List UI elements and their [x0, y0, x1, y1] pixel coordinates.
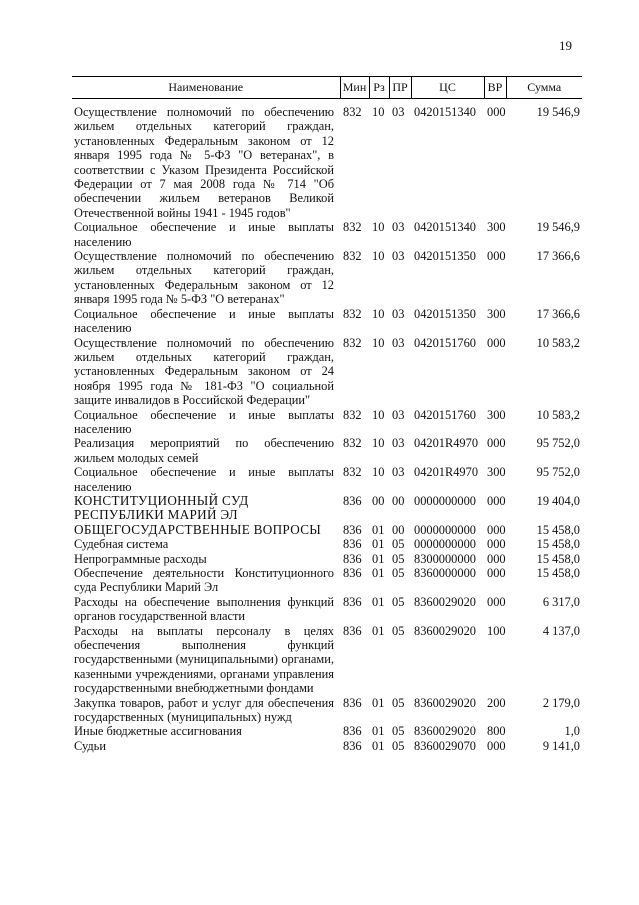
cell-pr: 00	[392, 522, 405, 537]
cell-rz: 01	[372, 566, 385, 580]
cell-vr: 000	[487, 537, 506, 552]
cell-sum: 6 317,0	[542, 594, 580, 609]
cell-name: Осуществление полномочий по обеспечению жильем отдельных категорий граждан, установленных Федеральным законом от 12 января 1995 года № 5-ФЗ "О ветеранах", в соответствии с Указом Президента Российской Федерации от 7 мая 2008 года № 714 "Об обеспечении жильем ветеранов Великой Отечественной войны 1941 - 1945 годов"	[74, 105, 334, 220]
cell-name: ОБЩЕГОСУДАРСТВЕННЫЕ ВОПРОСЫ	[74, 521, 322, 537]
cell-cs: 0000000000	[414, 522, 476, 537]
cell-min: 836	[343, 623, 362, 638]
cell-min: 836	[343, 738, 362, 753]
cell-vr: 000	[487, 493, 506, 508]
cell-cs: 8360000000	[414, 566, 476, 580]
table-row	[72, 566, 582, 595]
cell-rz: 01	[372, 551, 385, 566]
cell-name: Реализация мероприятий по обеспечению жильем молодых семей	[74, 436, 334, 465]
cell-sum: 15 458,0	[536, 522, 580, 537]
table-row	[72, 408, 582, 437]
cell-pr: 05	[392, 551, 405, 566]
cell-rz: 01	[372, 522, 385, 537]
cell-rz: 10	[372, 306, 385, 321]
cell-vr: 000	[487, 551, 506, 566]
cell-cs: 8360029020	[414, 623, 476, 638]
cell-min: 832	[343, 436, 362, 451]
cell-sum: 95 752,0	[536, 436, 580, 451]
cell-min: 836	[343, 493, 362, 508]
cell-name: Судебная система	[74, 537, 169, 552]
cell-name: Иные бюджетные ассигнования	[74, 724, 242, 739]
cell-rz: 00	[372, 493, 385, 508]
cell-vr: 300	[487, 220, 506, 235]
cell-rz: 01	[372, 695, 385, 710]
cell-vr: 000	[487, 522, 506, 537]
cell-sum: 19 546,9	[536, 220, 580, 235]
cell-rz: 01	[372, 623, 385, 638]
cell-rz: 10	[372, 465, 385, 480]
cell-cs: 0420151340	[414, 220, 476, 235]
cell-sum: 95 752,0	[536, 465, 580, 480]
cell-name: Социальное обеспечение и иные выплаты населению	[74, 407, 334, 436]
cell-rz: 01	[372, 738, 385, 753]
cell-rz: 10	[372, 407, 385, 422]
cell-rz: 01	[372, 724, 385, 739]
table-row	[72, 494, 582, 523]
cell-cs: 0420151760	[414, 407, 476, 422]
cell-vr: 300	[487, 306, 506, 321]
cell-pr: 05	[392, 594, 405, 609]
cell-name: Осуществление полномочий по обеспечению жильем отдельных категорий граждан, установленных Федеральным законом от 12 января 1995 года № 5-ФЗ "О ветеранах"	[74, 249, 334, 307]
cell-sum: 15 458,0	[536, 551, 580, 566]
cell-vr: 300	[487, 407, 506, 422]
cell-rz: 10	[372, 105, 385, 119]
cell-vr: 000	[487, 436, 506, 451]
cell-pr: 05	[392, 537, 405, 552]
cell-min: 832	[343, 465, 362, 480]
cell-sum: 9 141,0	[542, 738, 580, 753]
cell-pr: 05	[392, 724, 405, 739]
cell-sum: 17 366,6	[536, 306, 580, 321]
cell-min: 832	[343, 335, 362, 350]
cell-min: 836	[343, 551, 362, 566]
cell-rz: 10	[372, 335, 385, 350]
table-row	[72, 436, 582, 465]
cell-min: 832	[343, 249, 362, 264]
cell-pr: 00	[392, 493, 405, 508]
header-sum: Сумма	[506, 77, 582, 99]
cell-sum: 19 404,0	[536, 493, 580, 508]
cell-pr: 03	[392, 306, 405, 321]
cell-name: Обеспечение деятельности Конституционного суда Республики Марий Эл	[74, 566, 334, 595]
cell-pr: 03	[392, 465, 405, 480]
table-row	[72, 696, 582, 725]
header-min: Мин	[340, 77, 369, 99]
table-row	[72, 220, 582, 249]
header-pr: ПР	[389, 77, 411, 99]
table-row	[72, 537, 582, 551]
cell-sum: 17 366,6	[536, 249, 580, 264]
cell-pr: 03	[392, 335, 405, 350]
cell-min: 832	[343, 220, 362, 235]
cell-min: 836	[343, 537, 362, 552]
cell-sum: 10 583,2	[536, 407, 580, 422]
cell-name: Судьи	[74, 738, 106, 753]
cell-vr: 100	[487, 623, 506, 638]
cell-sum: 2 179,0	[542, 695, 580, 710]
cell-name: Социальное обеспечение и иные выплаты населению	[74, 465, 334, 494]
table-row	[72, 595, 582, 624]
cell-vr: 200	[487, 695, 506, 710]
budget-table	[72, 76, 582, 753]
cell-pr: 05	[392, 738, 405, 753]
cell-name: Осуществление полномочий по обеспечению жильем отдельных категорий граждан, установленных Федеральным законом от 24 ноября 1995 года № 181-ФЗ "О социальной защите инвалидов в Российской Федерации"	[74, 335, 334, 408]
cell-min: 836	[343, 566, 362, 580]
cell-cs: 0420151350	[414, 306, 476, 321]
cell-min: 832	[343, 105, 362, 119]
table-row	[72, 523, 582, 537]
cell-name: Социальное обеспечение и иные выплаты населению	[74, 220, 334, 249]
cell-name: Расходы на обеспечение выполнения функций органов государственной власти	[74, 594, 334, 624]
cell-rz: 10	[372, 436, 385, 451]
cell-min: 836	[343, 522, 362, 537]
table-row	[72, 336, 582, 408]
cell-min: 836	[343, 695, 362, 710]
table-row	[72, 249, 582, 307]
cell-name: Расходы на выплаты персоналу в целях обеспечения выполнения функций государственными (муниципальными) органами, казенными учреждениями, органами управления государственными внебюджетными фондами	[74, 623, 334, 696]
table-row	[72, 307, 582, 336]
cell-vr: 000	[487, 566, 506, 580]
cell-sum: 10 583,2	[536, 335, 580, 350]
cell-vr: 000	[487, 738, 506, 753]
cell-sum: 4 137,0	[542, 623, 580, 638]
cell-cs: 0420151760	[414, 335, 476, 350]
cell-min: 832	[343, 306, 362, 321]
cell-rz: 01	[372, 537, 385, 552]
cell-name: Непрограммные расходы	[74, 551, 207, 566]
cell-pr: 05	[392, 695, 405, 710]
cell-sum: 15 458,0	[536, 566, 580, 580]
cell-pr: 03	[392, 105, 405, 119]
table-row	[72, 99, 582, 221]
header-cs: ЦС	[411, 77, 484, 99]
cell-sum: 19 546,9	[536, 105, 580, 119]
cell-pr: 03	[392, 249, 405, 264]
cell-pr: 03	[392, 220, 405, 235]
table-row	[72, 624, 582, 696]
table-row	[72, 552, 582, 566]
cell-vr: 000	[487, 105, 506, 119]
cell-pr: 05	[392, 623, 405, 638]
header-vr: ВР	[484, 77, 506, 99]
cell-vr: 000	[487, 249, 506, 264]
header-rz: Рз	[369, 77, 389, 99]
cell-pr: 05	[392, 566, 405, 580]
cell-min: 836	[343, 724, 362, 739]
cell-min: 832	[343, 407, 362, 422]
cell-cs: 8360029020	[414, 724, 476, 739]
cell-name: КОНСТИТУЦИОННЫЙ СУД РЕСПУБЛИКИ МАРИЙ ЭЛ	[74, 492, 249, 523]
cell-vr: 000	[487, 594, 506, 609]
table-row	[72, 739, 582, 753]
cell-rz: 10	[372, 220, 385, 235]
cell-cs: 8360029020	[414, 695, 476, 710]
cell-name: Закупка товаров, работ и услуг для обеспечения государственных (муниципальных) нужд	[74, 695, 334, 725]
cell-rz: 01	[372, 594, 385, 609]
cell-vr: 000	[487, 335, 506, 350]
cell-cs: 8300000000	[414, 551, 476, 566]
cell-cs: 8360029020	[414, 594, 476, 609]
cell-cs: 04201R4970	[414, 465, 479, 480]
cell-vr: 800	[487, 724, 506, 739]
cell-min: 836	[343, 594, 362, 609]
table-row	[72, 465, 582, 494]
header-name: Наименование	[72, 77, 340, 99]
cell-pr: 03	[392, 407, 405, 422]
table-body	[72, 99, 582, 754]
cell-sum: 1,0	[564, 724, 580, 739]
cell-cs: 0420151350	[414, 249, 476, 264]
cell-cs: 0420151340	[414, 105, 476, 119]
cell-cs: 04201R4970	[414, 436, 479, 451]
cell-cs: 0000000000	[414, 537, 476, 552]
table-header-row	[72, 77, 582, 99]
cell-sum: 15 458,0	[536, 537, 580, 552]
cell-cs: 8360029070	[414, 738, 476, 753]
page-number: 19	[559, 38, 572, 53]
table-row	[72, 724, 582, 738]
cell-name: Социальное обеспечение и иные выплаты населению	[74, 306, 334, 336]
cell-pr: 03	[392, 436, 405, 451]
cell-rz: 10	[372, 249, 385, 264]
cell-cs: 0000000000	[414, 493, 476, 508]
cell-vr: 300	[487, 465, 506, 480]
